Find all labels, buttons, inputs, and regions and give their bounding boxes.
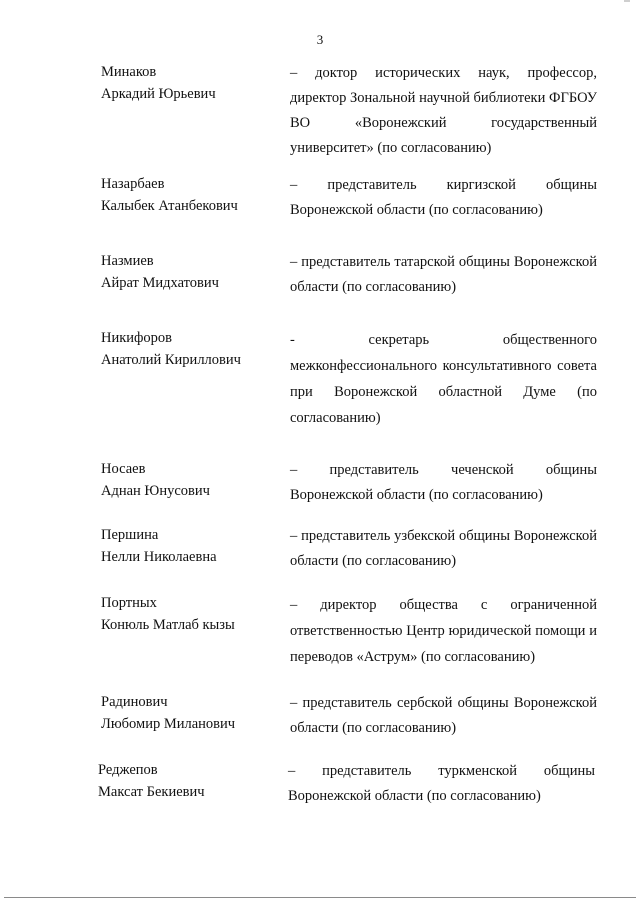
member-given-name: Нелли Николаевна (101, 549, 217, 565)
member-given-name: Максат Бекиевич (98, 784, 205, 800)
member-given-name: Конюль Матлаб кызы (101, 617, 235, 633)
member-name (101, 173, 238, 217)
member-name (101, 458, 210, 502)
member-surname: Носаев (101, 461, 146, 477)
member-given-name: Аркадий Юрьевич (101, 86, 216, 102)
member-given-name: Калыбек Атанбекович (101, 198, 238, 214)
member-description: – представитель узбекской общины Воронежской области (по согласованию) (290, 528, 597, 569)
member-given-name: Анатолий Кириллович (101, 352, 241, 368)
member-name (101, 327, 241, 371)
member-name (98, 759, 205, 803)
member-surname: Никифоров (101, 330, 173, 346)
member-name (101, 524, 217, 568)
page-bottom-edge (4, 897, 636, 898)
member-surname: Минаков (101, 64, 157, 80)
member-surname: Першина (101, 527, 159, 543)
member-description: – представитель туркменской общины Воронежской области (по согласованию) (288, 763, 595, 804)
member-name (101, 592, 235, 636)
member-description: – представитель сербской общины Воронежской области (по согласованию) (290, 695, 597, 736)
member-description: – представитель киргизской общины Воронежской области (по согласованию) (290, 177, 597, 218)
page-number: 3 (316, 32, 324, 47)
member-name (101, 691, 235, 735)
member-surname: Назмиев (101, 253, 154, 269)
member-given-name: Любомир Миланович (101, 716, 236, 732)
scan-mark (624, 0, 630, 2)
member-name (101, 61, 216, 105)
member-surname: Реджепов (98, 762, 158, 778)
member-description: – представитель татарской общины Воронежской области (по согласованию) (290, 254, 597, 295)
member-given-name: Аднан Юнусович (101, 483, 210, 499)
member-name (101, 250, 219, 294)
member-description: - секретарь общественного межконфессионального консультативного совета при Воронежской областной Думе (по согласованию) (290, 332, 597, 426)
member-surname: Назарбаев (101, 176, 165, 192)
member-description: – представитель чеченской общины Воронежской области (по согласованию) (290, 462, 597, 503)
member-given-name: Айрат Мидхатович (101, 275, 219, 291)
member-surname: Портных (101, 595, 157, 611)
member-surname: Радинович (101, 694, 168, 710)
member-description: – директор общества с ограниченной ответственностью Центр юридической помощи и переводов «Аструм» (по согласованию) (290, 597, 597, 665)
member-description: – доктор исторических наук, профессор, директор Зональной научной библиотеки ФГБОУ ВО «Воронежский государственный университет» (по согласованию) (290, 65, 597, 156)
